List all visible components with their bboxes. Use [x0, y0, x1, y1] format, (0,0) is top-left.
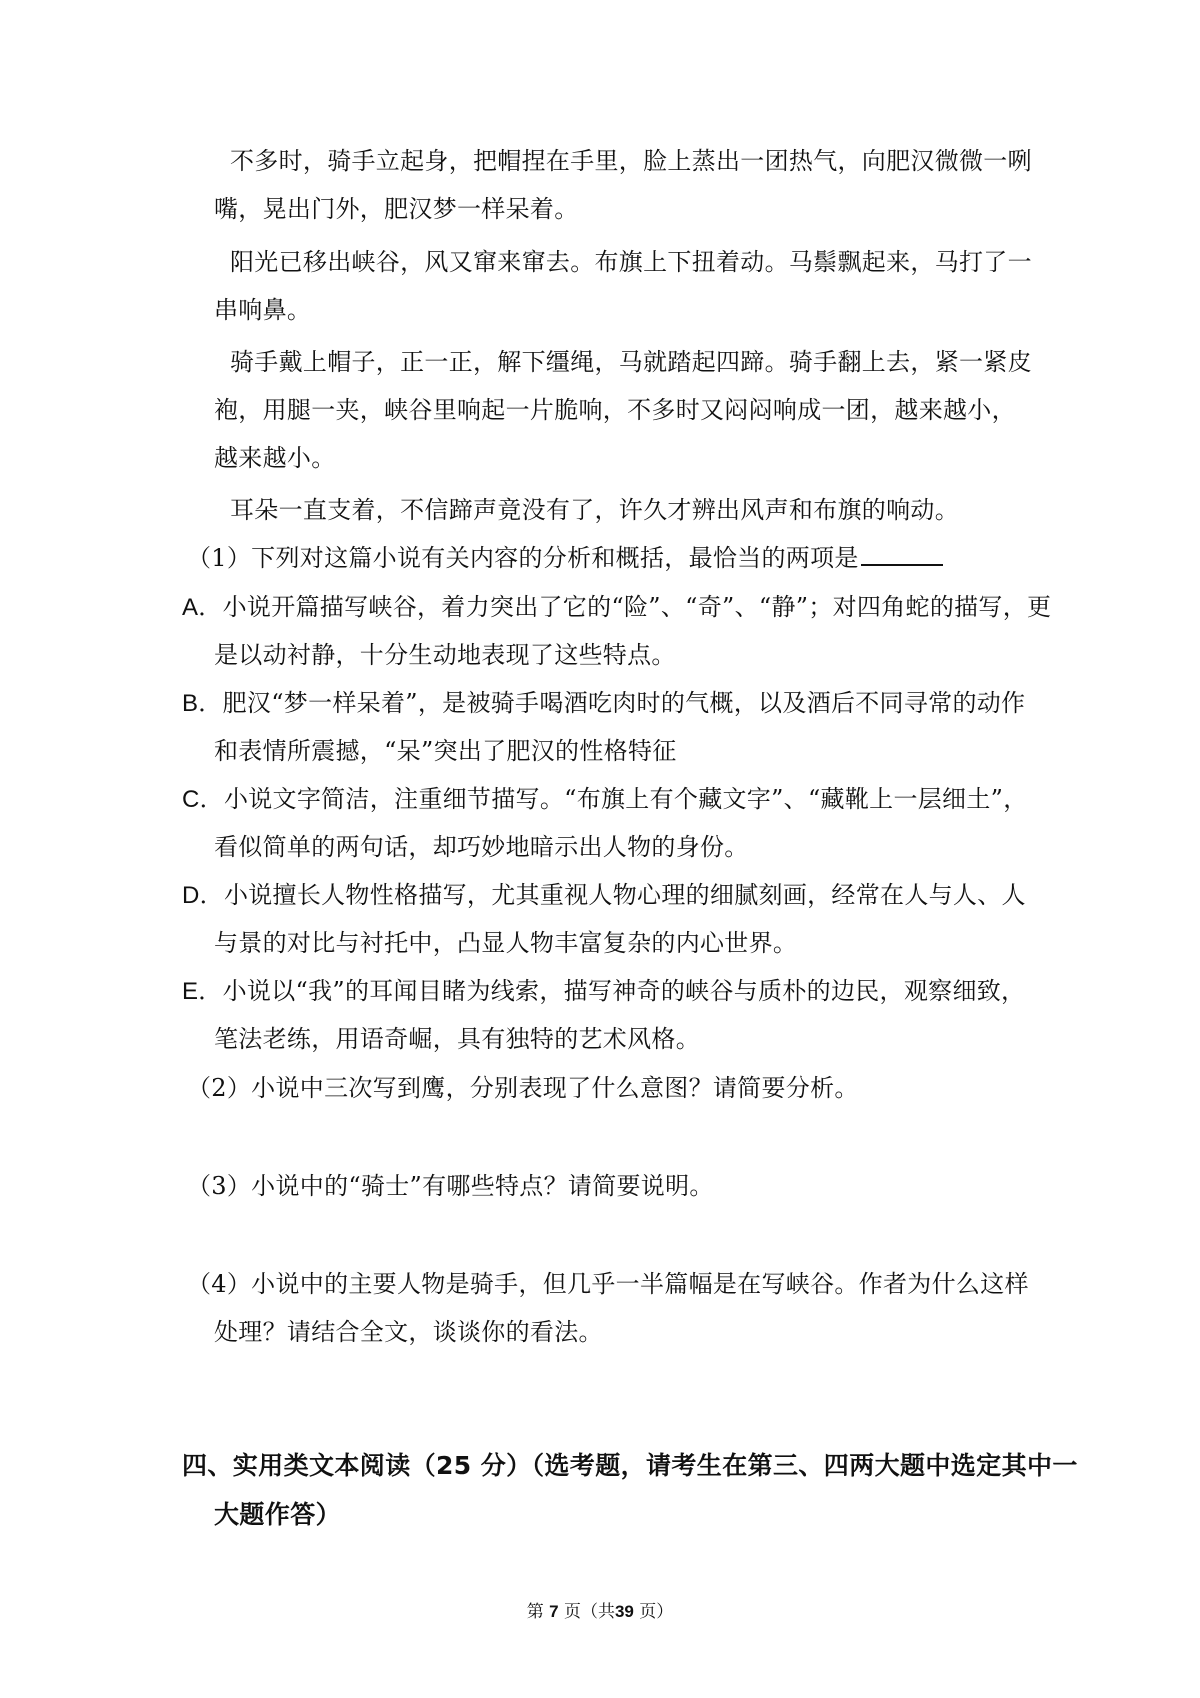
option-b-line-1	[182, 686, 1025, 721]
option-a-text: 小说开篇描写峡谷，着力突出了它的“险”、“奇”、“静”；对四角蛇的描写，更	[222, 593, 1052, 621]
page-footer	[0, 1600, 1200, 1624]
option-e-line-2: 笔法老练，用语奇崛，具有独特的艺术风格。	[214, 1025, 700, 1053]
passage-paragraph-3-line-1: 骑手戴上帽子，正一正，解下缰绳，马就踏起四蹄。骑手翻上去，紧一紧皮	[230, 348, 1032, 376]
question-1-text: （1）下列对这篇小说有关内容的分析和概括，最恰当的两项是	[187, 544, 859, 572]
passage-paragraph-1-line-1: 不多时，骑手立起身，把帽捏在手里，脸上蒸出一团热气，向肥汉微微一咧	[230, 147, 1032, 175]
footer-mid: 页（共	[563, 1602, 615, 1622]
question-3: （3）小说中的“骑士”有哪些特点？请简要说明。	[187, 1172, 714, 1200]
footer-total-pages: 39	[614, 1602, 634, 1621]
footer-suffix: 页）	[639, 1602, 674, 1622]
option-a-letter: A．	[182, 594, 223, 621]
option-b-text: 肥汉“梦一样呆着”，是被骑手喝酒吃肉时的气概，以及酒后不同寻常的动作	[222, 689, 1026, 717]
option-c-letter: C．	[182, 786, 224, 813]
option-e-text: 小说以“我”的耳闻目睹为线索，描写神奇的峡谷与质朴的边民，观察细致，	[222, 977, 1026, 1005]
option-b-letter: B．	[182, 690, 223, 717]
option-c-line-2: 看似简单的两句话，却巧妙地暗示出人物的身份。	[214, 833, 749, 861]
question-2: （2）小说中三次写到鹰，分别表现了什么意图？请简要分析。	[187, 1074, 859, 1102]
option-d-line-2: 与景的对比与衬托中，凸显人物丰富复杂的内心世界。	[214, 929, 798, 957]
option-c-text: 小说文字简洁，注重细节描写。“布旗上有个藏文字”、“藏靴上一层细土”，	[223, 785, 1028, 813]
option-e-line-1	[182, 974, 1025, 1009]
answer-blank	[861, 542, 943, 566]
passage-paragraph-2-line-2: 串响鼻。	[214, 296, 312, 324]
option-d-text: 小说擅长人物性格描写，尤其重视人物心理的细腻刻画，经常在人与人、人	[223, 881, 1026, 909]
option-a-line-2: 是以动衬静，十分生动地表现了这些特点。	[214, 641, 676, 669]
question-1-stem	[187, 541, 943, 575]
footer-prefix: 第	[526, 1602, 544, 1622]
question-4-line-1: （4）小说中的主要人物是骑手，但几乎一半篇幅是在写峡谷。作者为什么这样	[187, 1270, 1029, 1298]
option-e-letter: E．	[182, 978, 223, 1005]
passage-paragraph-2-line-1: 阳光已移出峡谷，风又窜来窜去。布旗上下扭着动。马鬃飘起来，马打了一	[230, 248, 1032, 276]
passage-paragraph-3-line-2: 袍，用腿一夹，峡谷里响起一片脆响，不多时又闷闷响成一团，越来越小，	[214, 396, 1016, 424]
option-d-letter: D．	[182, 882, 224, 909]
option-d-line-1	[182, 878, 1026, 913]
passage-paragraph-3-line-3: 越来越小。	[214, 444, 336, 472]
section-4-heading-line-2: 大题作答）	[214, 1500, 342, 1529]
question-4-line-2: 处理？请结合全文，谈谈你的看法。	[214, 1318, 603, 1346]
section-4-heading-line-1: 四、实用类文本阅读（25 分）（选考题，请考生在第三、四两大题中选定其中一	[182, 1451, 1078, 1480]
option-c-line-1	[182, 782, 1028, 817]
footer-page-number: 7	[549, 1602, 559, 1621]
option-a-line-1	[182, 590, 1051, 625]
option-b-line-2: 和表情所震撼，“呆”突出了肥汉的性格特征	[214, 737, 677, 765]
passage-paragraph-1-line-2: 嘴，晃出门外，肥汉梦一样呆着。	[214, 195, 579, 223]
passage-paragraph-4-line-1: 耳朵一直支着，不信蹄声竟没有了，许久才辨出风声和布旗的响动。	[230, 496, 959, 524]
